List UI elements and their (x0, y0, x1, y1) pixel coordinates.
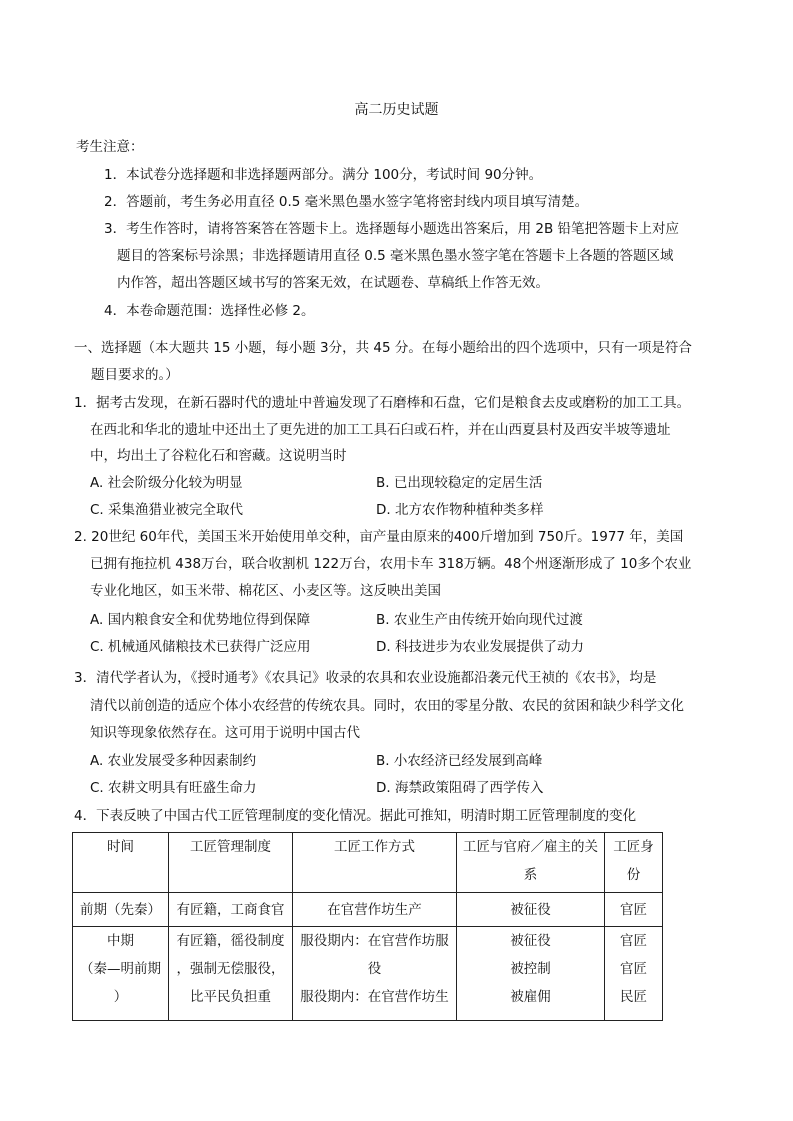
row2-work-line3: 服役期内：在官营作坊生 (300, 989, 449, 1005)
row2-system (169, 927, 293, 1021)
notice-item-2: 2．答题前，考生务必用直径 0.5 毫米黑色墨水签字笔将密封线内项目填写清楚。 (104, 194, 589, 210)
row2-system-line3: 比平民负担重 (190, 989, 271, 1005)
notice-item-1: 1．本试卷分选择题和非选择题两部分。满分 100分，考试时间 90分钟。 (104, 167, 543, 183)
section-heading: 一、选择题（本大题共 15 小题，每小题 3分，共 45 分。在每小题给出的四个选项中，只有一项是符合 (74, 340, 692, 356)
row2-status-line2: 官匠 (620, 961, 647, 977)
q2-stem-1: 2. 20世纪 60年代，美国玉米开始使用单交种，亩产量由原来的400斤增加到 750斤。1977 年，美国 (74, 529, 684, 545)
q3-stem-1: 3．清代学者认为，《授时通考》《农具记》收录的农具和农业设施都沿袭元代王祯的《农书》，均是 (74, 670, 657, 686)
header-status: 工匠身份 (605, 833, 663, 893)
notice-heading: 考生注意： (76, 139, 144, 155)
row2-system-line2: ，强制无偿服役， (176, 961, 285, 977)
row1-relation: 被征役 (457, 893, 605, 927)
header-system: 工匠管理制度 (169, 833, 293, 893)
row1-work: 在官营作坊生产 (293, 893, 457, 927)
header-relation-line1: 工匠与官府／雇主的关 (463, 839, 598, 855)
notice-item-4: 4．本卷命题范围：选择性必修 2。 (104, 303, 315, 319)
q3-option-b: B. 小农经济已经发展到高峰 (376, 753, 543, 769)
table-header-row (73, 833, 663, 893)
q2-option-a: A. 国内粮食安全和优势地位得到保障 (90, 612, 311, 628)
q3-option-d: D. 海禁政策阻碍了西学传入 (376, 780, 544, 796)
row2-time-line3: ） (113, 989, 128, 1005)
q2-stem-3: 专业化地区，如玉米带、棉花区、小麦区等。这反映出美国 (90, 583, 441, 599)
q3-option-c: C. 农耕文明具有旺盛生命力 (90, 780, 257, 796)
q4-stem: 4．下表反映了中国古代工匠管理制度的变化情况。据此可推知，明清时期工匠管理制度的变化 (74, 808, 637, 824)
q2-option-c: C. 机械通风储粮技术已获得广泛应用 (90, 639, 311, 655)
header-relation-line2: 系 (523, 867, 538, 883)
q2-option-d: D. 科技进步为农业发展提供了动力 (376, 639, 584, 655)
row1-system: 有匠籍，工商食官 (169, 893, 293, 927)
q3-stem-2: 清代以前创造的适应个体小农经营的传统农具。同时，农田的零星分散、农民的贫困和缺少科学文化 (90, 698, 684, 714)
q3-stem-3: 知识等现象依然存在。这可用于说明中国古代 (90, 725, 360, 741)
row2-time-line2: （秦—明前期 (80, 961, 161, 977)
notice-item-3-cont-2: 内作答，超出答题区域书写的答案无效，在试题卷、草稿纸上作答无效。 (117, 275, 549, 291)
q1-stem-1: 1．据考古发现，在新石器时代的遗址中普遍发现了石磨棒和石盘，它们是粮食去皮或磨粉的加工工具。 (74, 395, 691, 411)
header-time: 时间 (73, 833, 169, 893)
page-title: 高二历史试题 (354, 102, 439, 118)
notice-item-3: 3．考生作答时，请将答案答在答题卡上。选择题每小题选出答案后，用 2B 铅笔把答题卡上对应 (104, 221, 680, 237)
row2-system-line1: 有匠籍，徭役制度 (176, 933, 285, 949)
table-row (73, 927, 663, 1021)
row2-relation-line3: 被雇佣 (510, 989, 551, 1005)
row2-time (73, 927, 169, 1021)
q1-option-b: B. 已出现较稳定的定居生活 (376, 475, 543, 491)
q1-option-c: C. 采集渔猎业被完全取代 (90, 502, 244, 518)
row2-relation (457, 927, 605, 1021)
q3-option-a: A. 农业发展受多种因素制约 (90, 753, 257, 769)
craftsman-system-table (72, 832, 663, 1021)
table-row (73, 893, 663, 927)
row2-status-line3: 民匠 (620, 989, 647, 1005)
q2-stem-2: 已拥有拖拉机 438万台，联合收割机 122万台，农用卡车 318万辆。48个州逐渐形成了 10多个农业 (90, 556, 692, 572)
q1-option-a: A. 社会阶级分化较为明显 (90, 475, 243, 491)
row2-work (293, 927, 457, 1021)
header-work: 工匠工作方式 (293, 833, 457, 893)
q1-stem-2: 在西北和华北的遗址中还出土了更先进的加工工具石臼或石杵，并在山西夏县村及西安半坡等遗址 (90, 422, 671, 438)
section-heading-cont: 题目要求的。） (91, 367, 179, 383)
notice-item-3-cont-1: 题目的答案标号涂黑；非选择题请用直径 0.5 毫米黑色墨水签字笔在答题卡上各题的答题区域 (117, 248, 674, 264)
row2-status (605, 927, 663, 1021)
row2-work-line2: 役 (367, 961, 382, 977)
q1-stem-3: 中，均出土了谷粒化石和窖藏。这说明当时 (90, 448, 347, 464)
row2-relation-line2: 被控制 (510, 961, 551, 977)
header-relation (457, 833, 605, 893)
row2-work-line1: 服役期内：在官营作坊服 (300, 933, 449, 949)
row1-status: 官匠 (605, 893, 663, 927)
row2-relation-line1: 被征役 (510, 933, 551, 949)
row2-status-line1: 官匠 (620, 933, 647, 949)
row1-time: 前期（先秦） (73, 893, 169, 927)
q2-option-b: B. 农业生产由传统开始向现代过渡 (376, 612, 583, 628)
row2-time-line1: 中期 (107, 933, 134, 949)
q1-option-d: D. 北方农作物种植种类多样 (376, 502, 544, 518)
